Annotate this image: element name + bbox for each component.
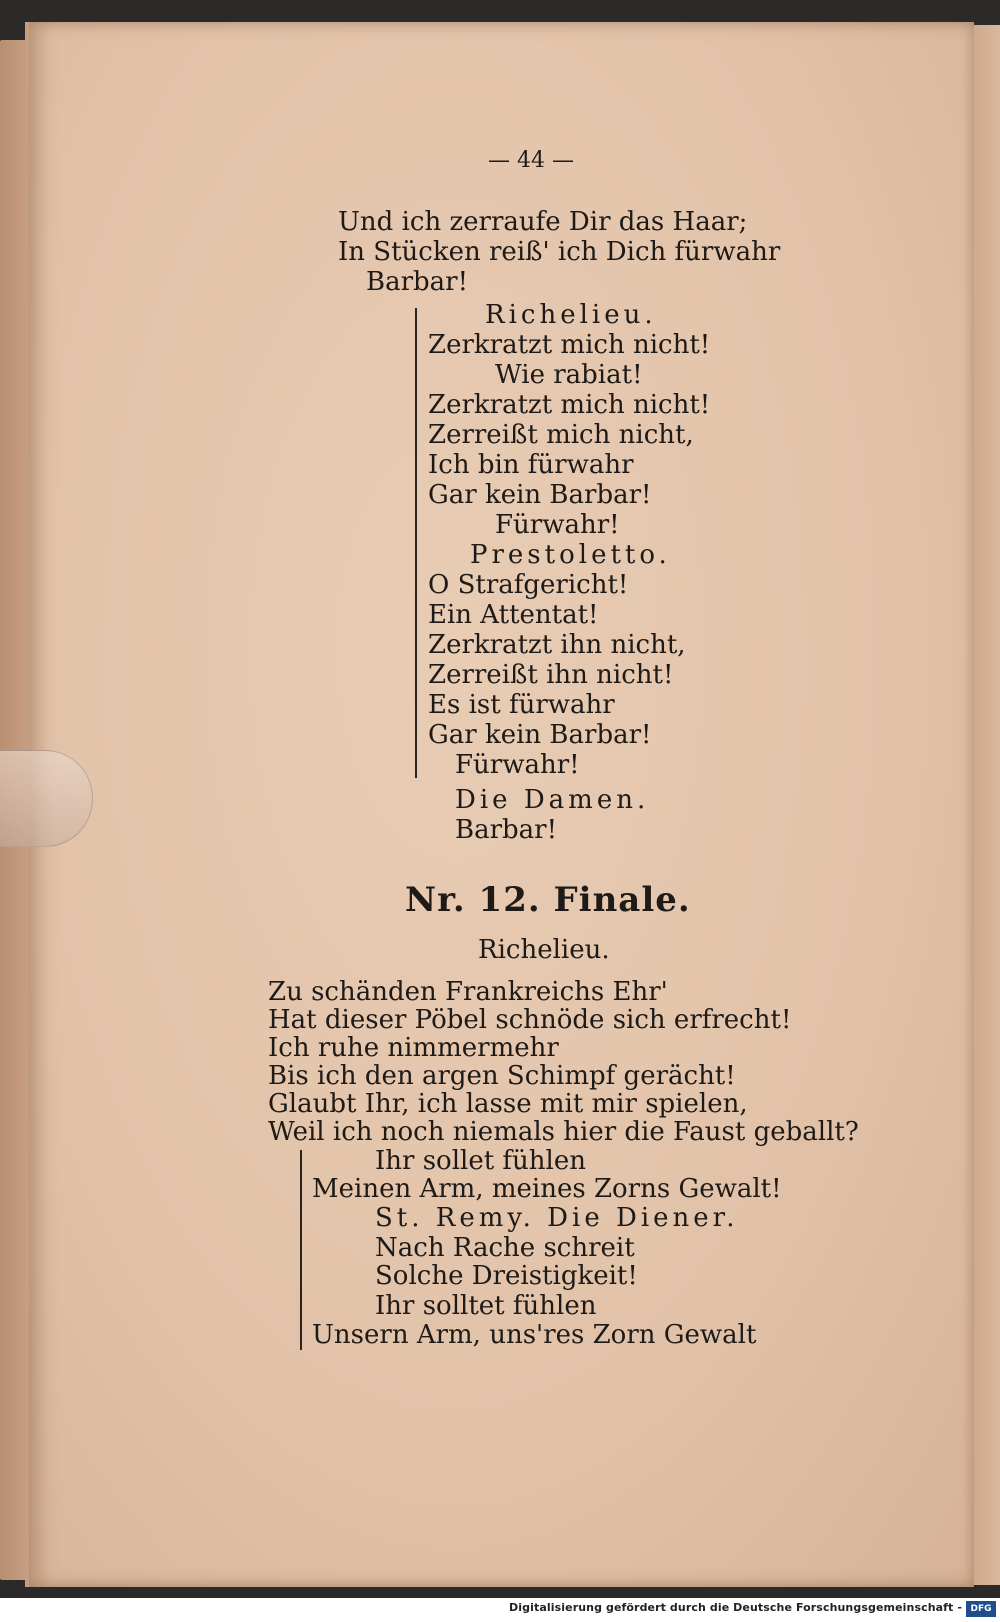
speaker-name: Richelieu. [485, 300, 657, 330]
verse-line: Glaubt Ihr, ich lasse mit mir spielen, [268, 1089, 748, 1119]
speaker-name: Die Damen. [455, 785, 650, 815]
verse-line: Fürwahr! [455, 750, 580, 780]
footer-bar [0, 1598, 1000, 1622]
bracket [415, 308, 417, 778]
verse-line: Unsern Arm, uns'res Zorn Gewalt [312, 1320, 757, 1350]
speaker-name: Prestoletto. [470, 540, 671, 570]
verse-line: Zerkratzt mich nicht! [428, 330, 711, 360]
verse-line: Ein Attentat! [428, 600, 599, 630]
verse-line: Ich ruhe nimmermehr [268, 1033, 559, 1063]
page-number: — 44 — [488, 148, 574, 173]
verse-line: Es ist fürwahr [428, 690, 615, 720]
verse-line: Zu schänden Frankreichs Ehr' [268, 977, 668, 1007]
verse-line: Nach Rache schreit [375, 1233, 635, 1263]
verse-line: Bis ich den argen Schimpf gerächt! [268, 1061, 736, 1091]
footer-credit: Digitalisierung gefördert durch die Deutsche Forschungsgemeinschaft - [509, 1601, 962, 1614]
verse-line: Zerkratzt ihn nicht, [428, 630, 686, 660]
verse-line: Ich bin fürwahr [428, 450, 634, 480]
verse-line: Zerkratzt mich nicht! [428, 390, 711, 420]
verse-line: Wie rabiat! [495, 360, 643, 390]
speaker-name: Richelieu. [478, 935, 610, 965]
verse-line: Und ich zerraufe Dir das Haar; [338, 207, 748, 237]
dfg-logo: DFG [966, 1601, 996, 1617]
speaker-name: St. Remy. Die Diener. [375, 1203, 739, 1233]
verse-line: Barbar! [455, 815, 558, 845]
verse-line: O Strafgericht! [428, 570, 629, 600]
verse-line: Weil ich noch niemals hier die Faust geballt? [268, 1117, 859, 1147]
verse-line: Zerreißt mich nicht, [428, 420, 694, 450]
verse-line: Gar kein Barbar! [428, 480, 652, 510]
verse-line: In Stücken reiß' ich Dich fürwahr [338, 237, 781, 267]
verse-line: Ihr solltet fühlen [375, 1291, 597, 1321]
verse-line: Fürwahr! [495, 510, 620, 540]
page-clip [0, 750, 93, 847]
verse-line: Solche Dreistigkeit! [375, 1261, 638, 1291]
bracket [300, 1150, 302, 1350]
section-title: Nr. 12. Finale. [405, 880, 691, 920]
verse-line: Ihr sollet fühlen [375, 1146, 586, 1176]
verse-line: Gar kein Barbar! [428, 720, 652, 750]
verse-line: Meinen Arm, meines Zorns Gewalt! [312, 1174, 782, 1204]
verse-line: Hat dieser Pöbel schnöde sich erfrecht! [268, 1005, 792, 1035]
verse-line: Barbar! [366, 267, 469, 297]
verse-line: Zerreißt ihn nicht! [428, 660, 674, 690]
